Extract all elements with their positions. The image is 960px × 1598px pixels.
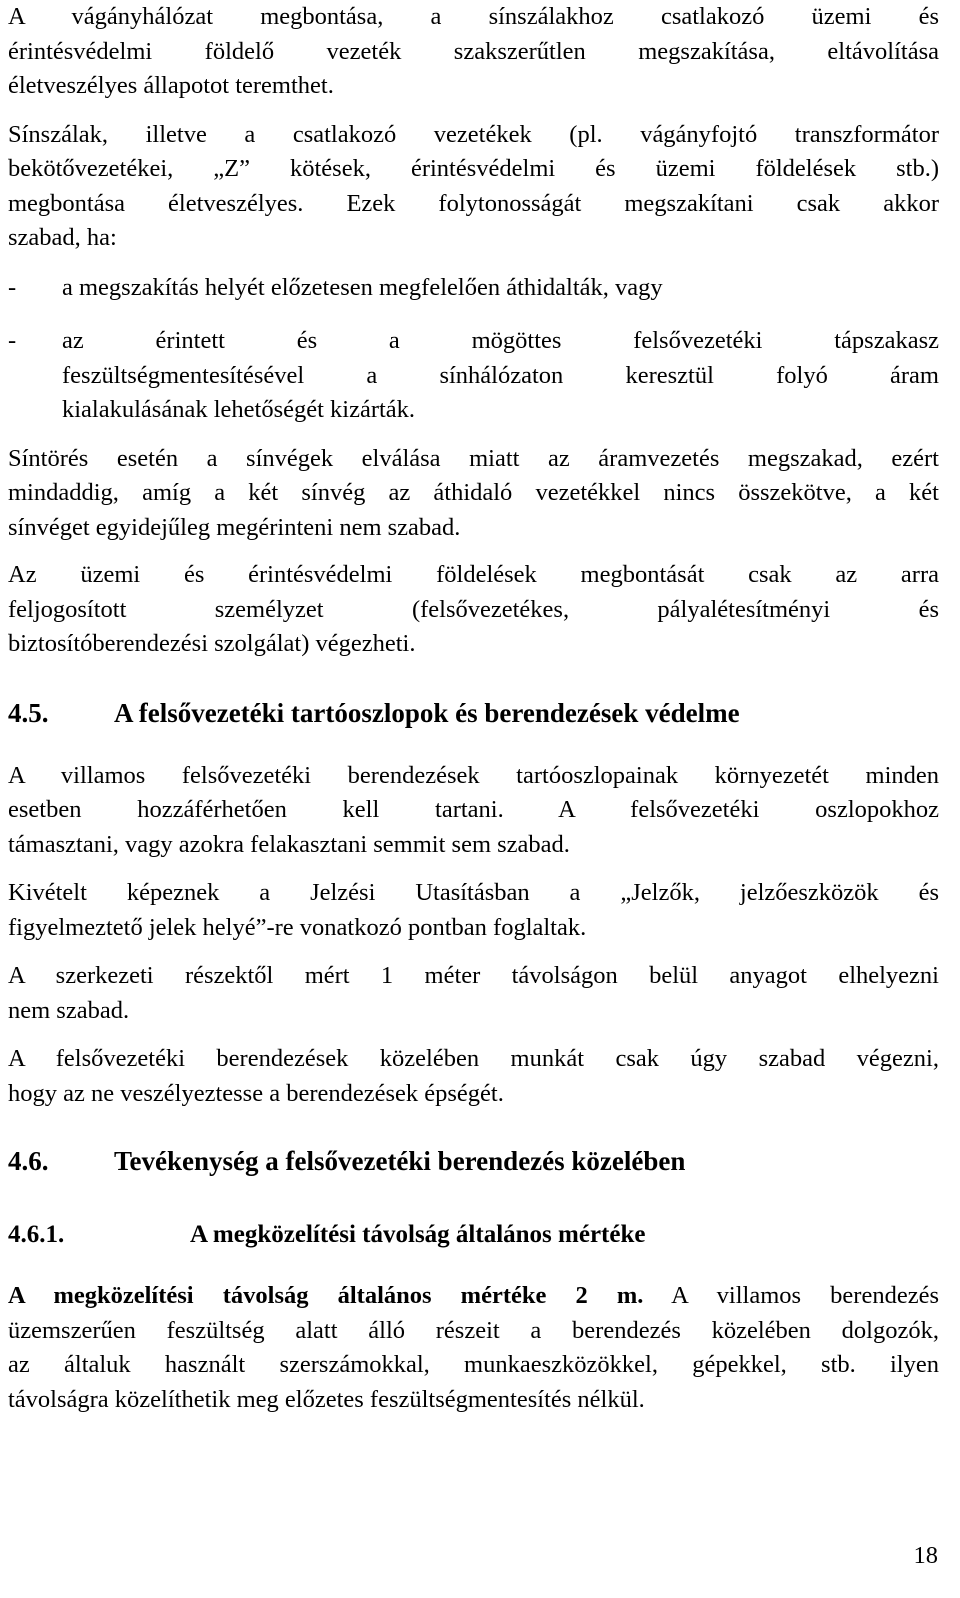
list-dash: -: [8, 273, 17, 301]
text-line: Sínszálak, illetve a csatlakozó vezetékek (pl. vágányfojtó transzformátor: [8, 120, 939, 148]
text-line: kialakulásának lehetőségét kizárták.: [62, 396, 416, 423]
section-heading-4-6: [8, 1143, 939, 1179]
section-title: A megközelítési távolság általános mértéke: [190, 1221, 646, 1248]
paragraph-approach-distance: [8, 1279, 939, 1417]
text-line: figyelmeztető jelek helyé”-re vonatkozó pontban foglaltak.: [8, 913, 587, 941]
text-line: A villamos felsővezetéki berendezések tartóoszlopainak környezetét minden: [8, 761, 939, 789]
paragraph-grounding: [8, 558, 939, 662]
section-number: 4.6.1.: [8, 1221, 65, 1248]
text-line: támasztani, vagy azokra felakasztani semmit sem szabad.: [8, 830, 570, 858]
section-number: 4.5.: [8, 697, 49, 728]
text-line: esetben hozzáférhetően kell tartani. A felsővezetéki oszlopokhoz: [8, 796, 939, 823]
paragraph-rail-wires: [8, 118, 939, 256]
text-run: A villamos berendezés: [643, 1282, 939, 1309]
paragraph-exceptions: [8, 876, 939, 945]
text-line: nem szabad.: [8, 996, 130, 1024]
text-line: Síntörés esetén a sínvégek elválása miatt az áramvezetés megszakad, ezért: [8, 444, 939, 472]
text-line: érintésvédelmi földelő vezeték szakszerűtlen megszakítása, eltávolítása: [8, 37, 939, 65]
text-line: Az üzemi és érintésvédelmi földelések megbontását csak az arra: [8, 561, 939, 588]
section-number: 4.6.: [8, 1146, 49, 1176]
text-line: életveszélyes állapotot teremthet.: [8, 72, 334, 99]
page-number: 18: [913, 1542, 938, 1569]
bold-lead: A megközelítési távolság általános mértéke 2 m.: [8, 1282, 644, 1309]
text-line: az általuk használt szerszámokkal, munkaeszközökkel, gépekkel, stb. ilyen: [8, 1351, 939, 1378]
text-line: mindaddig, amíg a két sínvég az áthidaló vezetékkel nincs összekötve, a két: [8, 479, 939, 506]
section-title: Tevékenység a felsővezetéki berendezés közelében: [114, 1146, 686, 1176]
text-line: [8, 1279, 939, 1314]
text-line: sínvéget egyidejűleg megérinteni nem szabad.: [8, 513, 461, 541]
text-line: A felsővezetéki berendezések közelében munkát csak úgy szabad végezni,: [8, 1045, 939, 1072]
text-line: A vágányhálózat megbontása, a sínszálakhoz csatlakozó üzemi és: [8, 3, 939, 30]
paragraph-distance: [8, 959, 939, 1028]
list-item: [8, 324, 939, 428]
text-line: feszültségmentesítésével a sínhálózaton keresztül folyó áram: [62, 361, 939, 389]
text-line: A szerkezeti részektől mért 1 méter távolságon belül anyagot elhelyezni: [8, 962, 939, 989]
section-heading-4-6-1: [8, 1218, 939, 1252]
text-line: Kivételt képeznek a Jelzési Utasításban a „Jelzők, jelzőeszközök és: [8, 879, 939, 906]
text-line: szabad, ha:: [8, 224, 117, 251]
text-line: üzemszerűen feszültség alatt álló részeit a berendezés közelében dolgozók,: [8, 1316, 939, 1344]
paragraph-track-network: [8, 0, 939, 104]
text-line: bekötővezetékei, „Z” kötések, érintésvédelmi és üzemi földelések stb.): [8, 155, 939, 182]
text-line: feljogosított személyzet (felsővezetékes, pályalétesítményi és: [8, 595, 939, 623]
text-line: távolságra közelíthetik meg előzetes feszültségmentesítés nélkül.: [8, 1385, 645, 1413]
paragraph-poles: [8, 759, 939, 863]
paragraph-rail-break: [8, 442, 939, 546]
paragraph-work-near: [8, 1042, 939, 1111]
list-dash: -: [8, 327, 17, 354]
text-line: hogy az ne veszélyeztesse a berendezések épségét.: [8, 1079, 504, 1107]
list-item: [8, 271, 939, 306]
text-line: megbontása életveszélyes. Ezek folytonosságát megszakítani csak akkor: [8, 189, 939, 217]
document-page: [8, 0, 939, 1417]
text-line: biztosítóberendezési szolgálat) végezheti.: [8, 630, 416, 657]
text-line: az érintett és a mögöttes felsővezetéki tápszakasz: [62, 327, 939, 354]
section-title: A felsővezetéki tartóoszlopok és berendezések védelme: [114, 697, 740, 728]
section-heading-4-5: [8, 695, 939, 731]
text-line: a megszakítás helyét előzetesen megfelelően áthidalták, vagy: [62, 273, 663, 301]
